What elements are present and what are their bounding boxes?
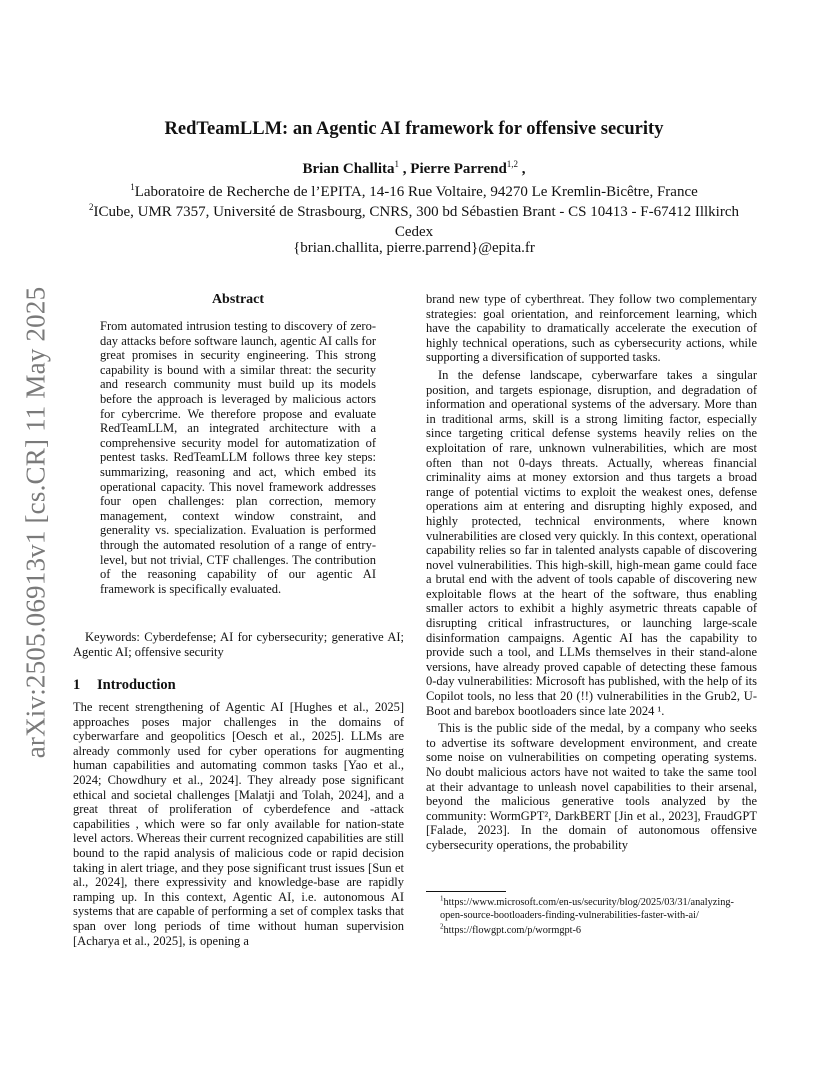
author-separator: , bbox=[399, 161, 411, 177]
section-heading bbox=[73, 677, 404, 694]
footnote-rule bbox=[426, 891, 506, 892]
author-affil-mark: 1,2 bbox=[506, 159, 519, 169]
affiliation bbox=[70, 182, 758, 202]
abstract-heading: Abstract bbox=[211, 292, 265, 307]
author-name: Brian Challita bbox=[302, 161, 395, 177]
paragraph: This is the public side of the medal, by a company who seeks to advertise its software development environment, and create some noise on vulnerabilities on competing operating systems. No doubt malicious actors have not waited to take the same tool at their advantage to unleash novel capabilities to their arsenal, beyond the malicious generative tools analyzed by the community: WormGPT², DarkBERT [Jin et al., 2023], FraudGPT [Falade, 2023]. In the domain of autonomous offensive cybersecurity operations, the probability bbox=[426, 721, 757, 852]
affiliation-text: Laboratoire de Recherche de l’EPITA, 14-16 Rue Voltaire, 94270 Le Kremlin-Bicêtre, France bbox=[134, 184, 698, 200]
author-emails: {brian.challita, pierre.parrend}@epita.fr bbox=[293, 240, 535, 256]
author-affil-mark: 1 bbox=[394, 159, 400, 169]
affiliation bbox=[70, 202, 758, 242]
paragraph: The recent strengthening of Agentic AI [Hughes et al., 2025] approaches poses major challenges in the domains of cyberwarfare and geopolitics [Oesch et al., 2025]. LLMs are already commonly used for cyber operations for augmenting human capabilities and automating common tasks [Yao et al., 2024; Chowdhury et al., 2024]. They already pose significant ethical and societal challenges [Malatji and Tolah, 2024], and a great threat of proliferation of cyberdefence and -attack capabilities , which were so far only available for nation-state level actors. Whereas their current recognized capabilities are still bound to the rapid analysis of malicious code or rapid decision taking in alert triage, and they pose significant trust issues [Sun et al., 2024], there expressivity and knowledge-base are rapidly ramping up. In this context, Agentic AI, i.e. autonomous AI systems that are capable of performing a set of complex tasks that span over long periods of time without human supervision [Acharya et al., 2025], is opening a bbox=[73, 700, 404, 948]
footnote bbox=[426, 896, 757, 923]
keywords: Keywords: Cyberdefense; AI for cybersecurity; generative AI; Agentic AI; offensive security bbox=[73, 630, 404, 659]
arxiv-stamp bbox=[22, 282, 50, 762]
intro-left-column bbox=[73, 700, 404, 948]
author-separator: , bbox=[518, 161, 526, 177]
footnote-mark: 2 bbox=[440, 922, 444, 931]
paragraph: brand new type of cyberthreat. They follow two complementary strategies: goal orientation, and reinforcement learning, which have the capability to dramatically accelerate the execution of highly technical operations, such as cybersecurity actions, while supporting a diversification of supported tasks. bbox=[426, 292, 757, 365]
paragraph: In the defense landscape, cyberwarfare takes a singular position, and targets espionage, disruption, and degradation of information and operational systems of the adversary. More than in traditional arms, skill is a strong limiting factor, especially since targeting critical defense systems heavily relies on the exploitation of rare, unknown vulnerabilities, which are most often than not 0-days threats. Actually, whereas financial criminality aims at money extorsion and thus targets a broad range of potential victims to exploit the weakest ones, defense operations aim at entering and disrupting highly exposed, and highly protected, technical environments, where known vulnerabilities are closed very quickly. In this context, operational capability relies so far in talented analysts capable of discovering novel vulnerabilities. This high-skill, high-mean game could face a brutal end with the advent of tools capable of discovering new exploitable flows at the heart of the software, thus enabling smaller actors to exhibit a highly asymetric threats capable of disrupting critical infrastructures, or launching large-scale disinformation campaigns. Agentic AI has the capability to provide such a tool, and LLMs themselves in their stand-alone versions, have already proved capable of detecting these famous 0-day vulnerabilities: Microsoft has published, with the help of its Copilot tools, no less that 20 (!!) vulnerabilities in the Grub2, U-Boot and barebox bootloaders since late 2024 ¹. bbox=[426, 367, 757, 718]
abstract-text: From automated intrusion testing to discovery of zero-day attacks before software launch, agentic AI calls for great promises in security engineering. This strong capability is bound with a similar threat: the security and research community must build up its models before the approach is leveraged by malicious actors for cybercrime. We therefore propose and evaluate RedTeamLLM, an integrated architecture with a comprehensive security model for automatization of pentest tasks. RedTeamLLM follows three key steps: summarizing, reasoning and act, which embed its operational capacity. This novel framework addresses four open challenges: plan correction, memory management, context window constraint, and generality vs. specialization. Evaluation is performed through the automated resolution of a range of entry-level, but not trivial, CTF challenges. The contribution of the reasoning capability of our agentic AI framework is specifically evaluated. bbox=[100, 319, 376, 596]
author-line bbox=[90, 161, 738, 178]
footnote bbox=[426, 924, 757, 937]
footnotes bbox=[426, 896, 757, 937]
affiliation-mark: 2 bbox=[88, 202, 94, 212]
affiliation-mark: 1 bbox=[130, 182, 135, 192]
section-number: 1 bbox=[73, 677, 81, 693]
footnote-link[interactable]: https://flowgpt.com/p/wormgpt-6 bbox=[443, 924, 582, 936]
affiliation-text: ICube, UMR 7357, Université de Strasbourg, CNRS, 300 bd Sébastien Brant - CS 10413 - F-67412 Illkirch Cedex bbox=[93, 204, 740, 240]
author-name: Pierre Parrend bbox=[410, 161, 507, 177]
footnote-mark: 1 bbox=[440, 894, 444, 903]
paper-title: RedTeamLLM: an Agentic AI framework for offensive security bbox=[164, 119, 664, 139]
right-column bbox=[426, 292, 757, 853]
section-title: Introduction bbox=[97, 677, 176, 693]
arxiv-stamp-text: arXiv:2505.06913v1 [cs.CR] 11 May 2025 bbox=[20, 286, 51, 758]
footnote-link[interactable]: https://www.microsoft.com/en-us/security/blog/2025/03/31/analyzing-open-source-bootloaders-finding-vulnerabilities-faster-with-ai/ bbox=[440, 897, 734, 922]
